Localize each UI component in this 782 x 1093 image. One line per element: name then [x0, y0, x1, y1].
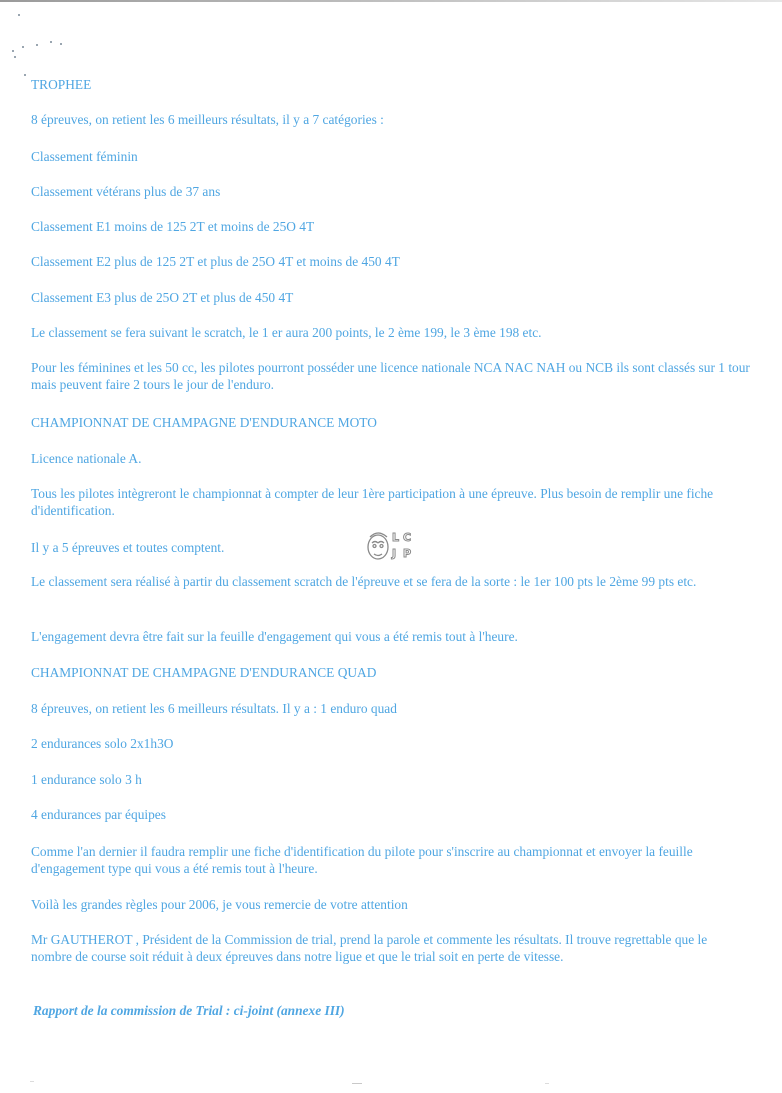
annex-reference: Rapport de la commission de Trial : ci-joint (annexe III)	[33, 1003, 345, 1018]
scan-mark	[545, 1083, 549, 1084]
paragraph: Voilà les grandes règles pour 2006, je vous remercie de votre attention	[31, 897, 408, 912]
section-title-quad: CHAMPIONNAT DE CHAMPAGNE D'ENDURANCE QUAD	[31, 665, 377, 680]
paragraph: Classement féminin	[31, 149, 138, 164]
scan-top-edge	[0, 0, 782, 2]
paragraph: Licence nationale A.	[31, 451, 142, 466]
paragraph: 8 épreuves, on retient les 6 meilleurs résultats. Il y a : 1 enduro quad	[31, 701, 397, 716]
logo-letter: P	[403, 547, 412, 560]
section-title-trophee: TROPHEE	[31, 77, 92, 92]
logo-letter: J	[392, 547, 397, 560]
paragraph: 1 endurance solo 3 h	[31, 772, 142, 787]
paragraph: Mr GAUTHEROT , Président de la Commission de trial, prend la parole et commente les résultats. Il trouve regrettable que le nombre de course soit réduit à deux épreuves dans notre ligue et que le trial soit en perte de vitesse.	[31, 932, 708, 964]
paragraph: Classement E3 plus de 25O 2T et plus de 450 4T	[31, 290, 294, 305]
paragraph: Classement E1 moins de 125 2T et moins de 25O 4T	[31, 219, 315, 234]
paragraph: 8 épreuves, on retient les 6 meilleurs résultats, il y a 7 catégories :	[31, 112, 384, 127]
scan-mark	[30, 1081, 34, 1082]
paragraph: 4 endurances par équipes	[31, 807, 166, 822]
paragraph: 2 endurances solo 2x1h3O	[31, 736, 174, 751]
paragraph: Le classement se fera suivant le scratch, le 1 er aura 200 points, le 2 ème 199, le 3 ème 198 etc.	[31, 325, 542, 340]
paragraph: Pour les féminines et les 50 cc, les pilotes pourront posséder une licence nationale NCA NAC NAH ou NCB ils sont classés sur 1 tour mais peuvent faire 2 tours le jour de l'enduro.	[31, 360, 750, 392]
logo-stamp	[364, 527, 420, 565]
scan-mark	[352, 1083, 362, 1084]
paragraph: Le classement sera réalisé à partir du classement scratch de l'épreuve et se fera de la sorte : le 1er 100 pts le 2ème 99 pts etc.	[31, 574, 697, 589]
logo-letter: L	[392, 531, 400, 544]
paragraph: Comme l'an dernier il faudra remplir une fiche d'identification du pilote pour s'inscrire au championnat et envoyer la feuille d'engagement type qui vous a été remis tout à l'heure.	[31, 844, 693, 876]
paragraph: Classement E2 plus de 125 2T et plus de 25O 4T et moins de 450 4T	[31, 254, 400, 269]
section-title-moto: CHAMPIONNAT DE CHAMPAGNE D'ENDURANCE MOTO	[31, 415, 377, 430]
paragraph: L'engagement devra être fait sur la feuille d'engagement qui vous a été remis tout à l'heure.	[31, 629, 518, 644]
paragraph: Il y a 5 épreuves et toutes comptent.	[31, 540, 225, 555]
paragraph: Tous les pilotes intègreront le championnat à compter de leur 1ère participation à une épreuve. Plus besoin de remplir une fiche d'identification.	[31, 486, 714, 518]
paragraph: Classement vétérans plus de 37 ans	[31, 184, 221, 199]
logo-letter: C	[403, 531, 412, 544]
